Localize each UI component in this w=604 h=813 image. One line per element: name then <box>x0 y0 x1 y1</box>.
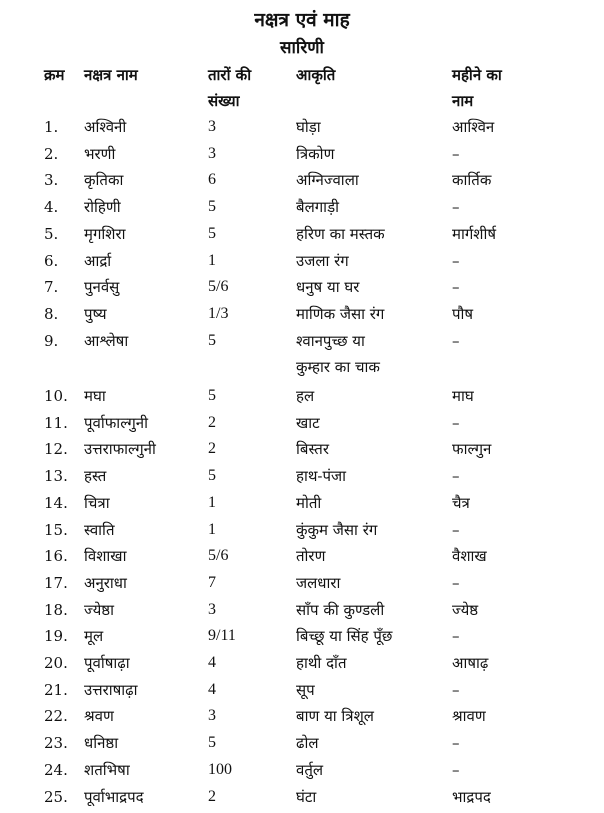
star-count: 5 <box>208 387 216 404</box>
header-num: क्रम <box>44 66 65 84</box>
month-name: भाद्रपद <box>452 787 491 806</box>
month-name: – <box>452 331 460 350</box>
month-name: श्रावण <box>452 707 486 726</box>
month-name: – <box>452 734 460 753</box>
nakshatra-name: भरणी <box>84 144 116 163</box>
row-number: 25. <box>44 787 68 806</box>
nakshatra-name: हस्त <box>84 467 107 486</box>
star-count: 5 <box>208 467 216 485</box>
star-count: 3 <box>208 118 216 135</box>
month-name: – <box>452 144 460 163</box>
shape: मोती <box>296 493 322 512</box>
star-count: 5/6 <box>208 547 229 565</box>
shape: बिच्छू या सिंह पूँछ <box>296 627 393 646</box>
month-name: मार्गशीर्ष <box>452 224 497 243</box>
star-count: 2 <box>208 440 216 458</box>
shape: श्वानपुच्छ या <box>296 331 365 350</box>
row-number: 9. <box>44 331 59 350</box>
nakshatra-name: पूर्वाभाद्रपद <box>84 787 144 806</box>
nakshatra-name: पूर्वाफाल्गुनी <box>84 413 149 432</box>
row-number: 5. <box>44 224 59 243</box>
month-name: – <box>452 198 460 217</box>
month-name: – <box>452 627 460 646</box>
row-number: 15. <box>44 520 68 539</box>
month-name: – <box>452 760 460 779</box>
nakshatra-name: पुनर्वसु <box>84 278 120 297</box>
month-name: – <box>452 680 460 699</box>
nakshatra-name: उत्तराषाढ़ा <box>84 680 138 699</box>
star-count: 3 <box>208 707 216 725</box>
star-count: 5 <box>208 224 216 242</box>
nakshatra-name: विशाखा <box>84 547 127 566</box>
shape: घोड़ा <box>296 118 321 136</box>
shape: हाथी दाँत <box>296 654 347 672</box>
header-month-line2: नाम <box>452 92 474 110</box>
nakshatra-name: आश्लेषा <box>84 331 129 350</box>
nakshatra-name: पूर्वाषाढ़ा <box>84 654 130 672</box>
shape: धनुष या घर <box>296 278 360 297</box>
shape-continued: कुम्हार का चाक <box>296 358 380 377</box>
star-count: 1 <box>208 251 216 269</box>
shape: माणिक जैसा रंग <box>296 304 385 323</box>
row-number: 1. <box>44 118 59 136</box>
nakshatra-name: रोहिणी <box>84 198 121 217</box>
star-count: 9/11 <box>208 627 236 645</box>
month-name: आश्विन <box>452 118 495 136</box>
row-number: 18. <box>44 600 68 619</box>
nakshatra-name: श्रवण <box>84 707 114 726</box>
header-stars-line2: संख्या <box>208 92 240 110</box>
shape: वर्तुल <box>296 760 324 779</box>
shape: साँप की कुण्डली <box>296 600 385 619</box>
nakshatra-name: अश्विनी <box>84 118 127 136</box>
star-count: 2 <box>208 413 216 431</box>
nakshatra-name: चित्रा <box>84 493 110 512</box>
row-number: 24. <box>44 760 68 779</box>
header-shape: आकृति <box>296 66 336 84</box>
month-name: – <box>452 251 460 270</box>
month-name: चैत्र <box>452 493 470 512</box>
shape: त्रिकोण <box>296 144 335 163</box>
nakshatra-name: पुष्य <box>84 304 107 323</box>
shape: ढोल <box>296 734 319 753</box>
shape: तोरण <box>296 547 326 566</box>
month-name: पौष <box>452 304 474 323</box>
star-count: 7 <box>208 573 216 591</box>
shape: बिस्तर <box>296 440 329 459</box>
month-name: – <box>452 573 460 592</box>
row-number: 10. <box>44 387 68 405</box>
star-count: 1 <box>208 493 216 511</box>
nakshatra-name: कृतिका <box>84 171 124 190</box>
star-count: 3 <box>208 600 216 618</box>
month-name: माघ <box>452 387 474 405</box>
month-name: – <box>452 467 460 486</box>
shape: उजला रंग <box>296 251 349 270</box>
star-count: 3 <box>208 144 216 162</box>
nakshatra-name: शतभिषा <box>84 760 130 779</box>
shape: कुंकुम जैसा रंग <box>296 520 378 539</box>
nakshatra-name: स्वाति <box>84 520 115 539</box>
row-number: 16. <box>44 547 68 566</box>
nakshatra-name: मृगशिरा <box>84 224 126 243</box>
month-name: आषाढ़ <box>452 654 489 672</box>
row-number: 13. <box>44 467 68 486</box>
star-count: 1 <box>208 520 216 538</box>
star-count: 6 <box>208 171 216 189</box>
row-number: 6. <box>44 251 59 270</box>
nakshatra-name: ज्येष्ठा <box>84 600 115 619</box>
month-name: ज्येष्ठ <box>452 600 479 619</box>
row-number: 11. <box>44 413 68 432</box>
nakshatra-name: अनुराधा <box>84 573 127 592</box>
month-name: – <box>452 278 460 297</box>
row-number: 23. <box>44 734 68 753</box>
row-number: 20. <box>44 654 68 672</box>
shape: हरिण का मस्तक <box>296 224 385 243</box>
shape: सूप <box>296 680 315 699</box>
page-title: नक्षत्र एवं माह <box>254 9 350 31</box>
shape: खाट <box>296 413 320 432</box>
nakshatra-name: धनिष्ठा <box>84 734 119 753</box>
star-count: 1/3 <box>208 304 229 322</box>
star-count: 5 <box>208 198 216 216</box>
star-count: 4 <box>208 654 216 671</box>
row-number: 8. <box>44 304 59 323</box>
star-count: 5 <box>208 734 216 752</box>
row-number: 7. <box>44 278 59 297</box>
row-number: 19. <box>44 627 68 646</box>
month-name: कार्तिक <box>452 171 492 190</box>
shape: अग्निज्वाला <box>296 171 359 190</box>
month-name: – <box>452 520 460 539</box>
shape: हल <box>296 387 315 405</box>
page-subtitle: सारिणी <box>280 38 324 58</box>
shape: बाण या त्रिशूल <box>296 707 374 726</box>
star-count: 5/6 <box>208 278 229 296</box>
nakshatra-name: मूल <box>84 627 104 646</box>
nakshatra-name: उत्तराफाल्गुनी <box>84 440 156 459</box>
row-number: 2. <box>44 144 59 163</box>
month-name: फाल्गुन <box>452 440 492 459</box>
shape: हाथ-पंजा <box>296 467 347 486</box>
star-count: 2 <box>208 787 216 805</box>
shape: जलधारा <box>296 573 341 592</box>
header-name: नक्षत्र नाम <box>84 66 138 84</box>
shape: घंटा <box>296 787 317 806</box>
row-number: 4. <box>44 198 59 217</box>
nakshatra-name: आर्द्रा <box>84 251 112 270</box>
star-count: 100 <box>208 760 232 778</box>
row-number: 3. <box>44 171 59 190</box>
row-number: 21. <box>44 680 68 699</box>
shape: बैलगाड़ी <box>296 198 339 217</box>
row-number: 12. <box>44 440 68 459</box>
row-number: 17. <box>44 573 68 592</box>
star-count: 5 <box>208 331 216 349</box>
header-stars-line1: तारों की <box>208 66 252 84</box>
star-count: 4 <box>208 680 216 698</box>
nakshatra-name: मघा <box>84 387 106 405</box>
month-name: – <box>452 413 460 432</box>
header-month-line1: महीने का <box>452 66 502 84</box>
row-number: 22. <box>44 707 68 726</box>
month-name: वैशाख <box>452 547 487 566</box>
row-number: 14. <box>44 493 68 512</box>
